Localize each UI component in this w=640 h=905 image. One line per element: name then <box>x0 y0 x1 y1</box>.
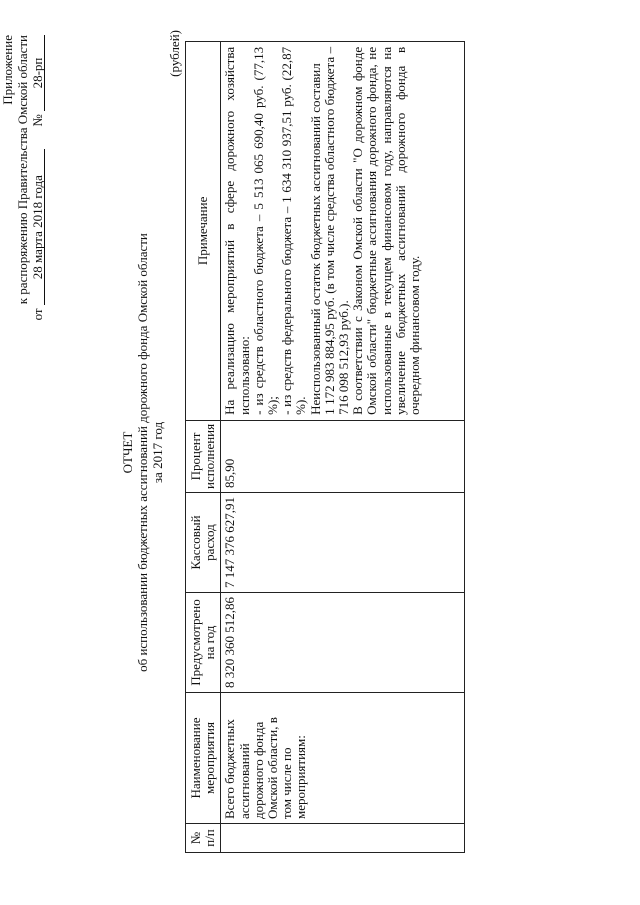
row-planned: 8 320 360 512,86 <box>221 593 465 693</box>
units-label: (рублей) <box>167 30 182 77</box>
header-planned: Предусмотрено на год <box>186 593 221 693</box>
report-title: ОТЧЕТ <box>120 431 135 474</box>
header-number: № п/п <box>186 824 221 853</box>
appendix-date-line <box>30 35 45 905</box>
note-line: - из средств федерального бюджета – 1 634 310 937,51 руб. (22,87 %). <box>279 46 309 415</box>
note-line: 1 172 983 884,95 руб. (в том числе средства областного бюджета – 716 098 512,93 руб.). <box>321 46 352 415</box>
table-row <box>221 41 465 852</box>
report-table <box>185 41 465 853</box>
note-line: В соответствии с Законом Омской области "О дорожном фонде Омской области" бюджетные ассигнования дорожного фонда, не использованные в текущем финансовом году, направляются на увеличение бюджетных ассигнований дорожного фонда в очередном финансовом году. <box>350 46 423 415</box>
report-heading <box>120 0 165 905</box>
appendix-title: Приложение <box>0 35 15 105</box>
row-note <box>221 41 465 420</box>
header-percent: Процент исполнения <box>186 420 221 492</box>
appendix-from-label: от <box>30 308 45 321</box>
appendix-block <box>0 35 45 905</box>
row-number <box>221 824 465 853</box>
row-name: Всего бюджетных ассигнований дорожного фонда Омской области, в том числе по мероприятиям: <box>221 693 465 824</box>
note-line: - из средств областного бюджета – 5 513 065 690,40 руб. (77,13 %); <box>250 46 281 415</box>
table-header-row <box>186 41 221 852</box>
report-subtitle: об использовании бюджетных ассигнований дорожного фонда Омской области <box>135 233 150 672</box>
note-line: Неиспользованный остаток бюджетных ассигнований составил <box>307 63 323 415</box>
appendix-number-sign: № <box>30 114 45 127</box>
appendix-date: 28 марта 2018 года <box>31 149 45 305</box>
report-year: за 2017 год <box>150 421 165 484</box>
header-note: Примечание <box>186 41 221 420</box>
row-spent: 7 147 376 627,91 <box>221 493 465 593</box>
header-name: Наименование мероприятия <box>186 693 221 824</box>
appendix-number: 28-рп <box>31 35 45 111</box>
header-spent: Кассовый расход <box>186 493 221 593</box>
note-line: На реализацию мероприятий в сфере дорожного хозяйства использовано: <box>222 46 252 415</box>
appendix-decree: к распоряжению Правительства Омской области <box>15 35 30 305</box>
row-percent: 85,90 <box>221 420 465 492</box>
